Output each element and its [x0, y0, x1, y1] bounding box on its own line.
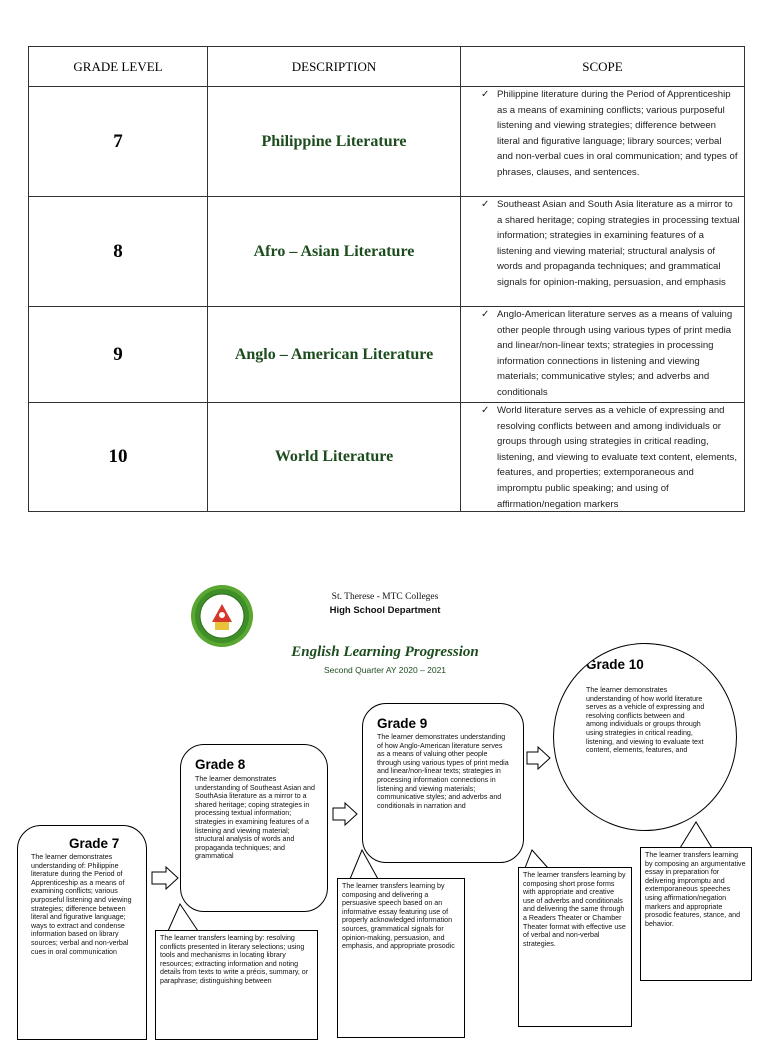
right-block-arrow-icon: [333, 803, 357, 825]
right-block-arrow-icon: [152, 867, 178, 889]
check-icon: ✓: [481, 89, 490, 100]
progression-subtitle: Second Quarter AY 2020 – 2021: [323, 665, 447, 675]
scope-text: World literature serves as a vehicle of expressing and resolving conflicts between and among individuals or groups through using strategies in critical reading, listening, and viewing to evaluate text content, elements, features, and properties; extemporaneous and impromptu public speaking; and using of affirmation/negation markers: [497, 405, 737, 509]
grade-7-text: The learner demonstrates understanding of: Philippine literature during the Period of Apprenticeship as a means of examining conflicts; various purposeful listening and viewing strategies; difference between literal and figurative language; ways to extract and condense information based on library sources; verbal and non-verbal cues in oral communication: [31, 853, 132, 956]
school-name: St. Therese - MTC Colleges: [331, 592, 439, 602]
grade-8-box: [180, 744, 328, 912]
callout-text: The learner transfers learning by composing short prose forms with appropriate and creative use of adverbs and conditionals and delivering the same through a Readers Theater or Chamber Theater format with effective use of verbal and non-verbal strategies.: [523, 871, 626, 948]
grade-10-ellipse: [553, 643, 737, 831]
check-icon: ✓: [481, 309, 490, 320]
scope-text: Philippine literature during the Period of Apprenticeship as a means of examining conflicts; various purposeful listening and viewing strategies; difference between literal and figurative language; library sources; verbal and non-verbal cues in oral communication; and types of phrases, clauses, and sentences.: [497, 89, 738, 178]
grade-7-box: [17, 825, 147, 1040]
callout-text: The learner transfers learning by composing and delivering a persuasive speech based on an informative essay featuring use of properly acknowledged information sources, grammatical signals for opinion-making, persuasion, and emphasis, and appropriate prosodic: [342, 882, 455, 951]
table-row: [29, 87, 745, 197]
progression-title: English Learning Progression: [291, 644, 479, 660]
description-cell: Philippine Literature: [208, 87, 461, 197]
curriculum-table: [28, 46, 745, 512]
header-description: DESCRIPTION: [208, 47, 461, 87]
grade-10-title: Grade 10: [586, 657, 644, 672]
grade-cell: 8: [29, 197, 208, 307]
scope-cell: [461, 197, 745, 307]
scope-text: Southeast Asian and South Asia literature as a mirror to a shared heritage; coping strategies in processing textual information; strategies in examining features of a listening and viewing material; structural analysis of words and propaganda techniques; and grammatical signals for opinion-making, persuasion, and emphasis: [497, 199, 740, 288]
grade-9-text: The learner demonstrates understanding of how Anglo-American literature serves as a means of valuing other people through using various types of print media and linear/non-linear texts; strategies in processing information connections in listening and viewing materials; communicative styles; and adverbs and conditionals in narration and: [377, 733, 509, 810]
grade-9-title: Grade 9: [377, 716, 428, 731]
scope-cell: [461, 307, 745, 403]
school-seal-logo: [190, 584, 254, 648]
header-scope: SCOPE: [461, 47, 745, 87]
grade-cell: 9: [29, 307, 208, 403]
grade-9-box: [362, 703, 524, 863]
grade-10-transfer-callout-right: [640, 847, 752, 981]
description-cell: World Literature: [208, 403, 461, 512]
grade-9-transfer-callout: [337, 878, 465, 1038]
description-cell: Anglo – American Literature: [208, 307, 461, 403]
description-cell: Afro – Asian Literature: [208, 197, 461, 307]
callout-tail: [525, 850, 548, 868]
grade-cell: 10: [29, 403, 208, 512]
callout-text: The learner transfers learning by composing an argumentative essay in preparation for delivering impromptu and extemporaneous speeches using affirmation/negation markers and appropriate prosodic features, stance, and behavior.: [645, 851, 746, 928]
grade-10-transfer-callout-left: [518, 867, 632, 1027]
department-name: High School Department: [329, 605, 441, 616]
check-icon: ✓: [481, 405, 490, 416]
grade-8-title: Grade 8: [195, 757, 246, 772]
right-block-arrow-icon: [527, 747, 550, 769]
table-header-row: [29, 47, 745, 87]
grade-8-text: The learner demonstrates understanding of Southeast Asian and SouthAsia literature as a mirror to a shared heritage; coping strategies in processing textual information; strategies in examining features of a listening and viewing material; structural analysis of words and propaganda techniques; and grammatical: [195, 775, 315, 861]
callout-text: The learner transfers learning by: resolving conflicts presented in literary selections; using tools and mechanisms in locating library resources; extracting information and noting details from texts to write a précis, summary, or paraphrase; distinguishing between: [160, 934, 309, 985]
table-row: [29, 403, 745, 512]
scope-text: Anglo-American literature serves as a means of valuing other people through using various types of print media and linear/non-linear texts; strategies in processing information connections in listening and viewing materials; communicative styles; and adverbs and conditionals: [497, 309, 733, 398]
check-icon: ✓: [481, 199, 490, 210]
grade-7-title: Grade 7: [69, 836, 120, 851]
table-row: [29, 307, 745, 403]
table-row: [29, 197, 745, 307]
grade-cell: 7: [29, 87, 208, 197]
grade-10-text: The learner demonstrates understanding of how world literature serves as a vehicle of expressing and resolving conflicts between and among individuals or groups through using strategies in critical reading, listening, and viewing to evaluate text content, elements, features, and: [586, 686, 705, 755]
callout-tail: [680, 822, 712, 848]
scope-cell: [461, 403, 745, 512]
scope-cell: [461, 87, 745, 197]
header-grade-level: GRADE LEVEL: [29, 47, 208, 87]
